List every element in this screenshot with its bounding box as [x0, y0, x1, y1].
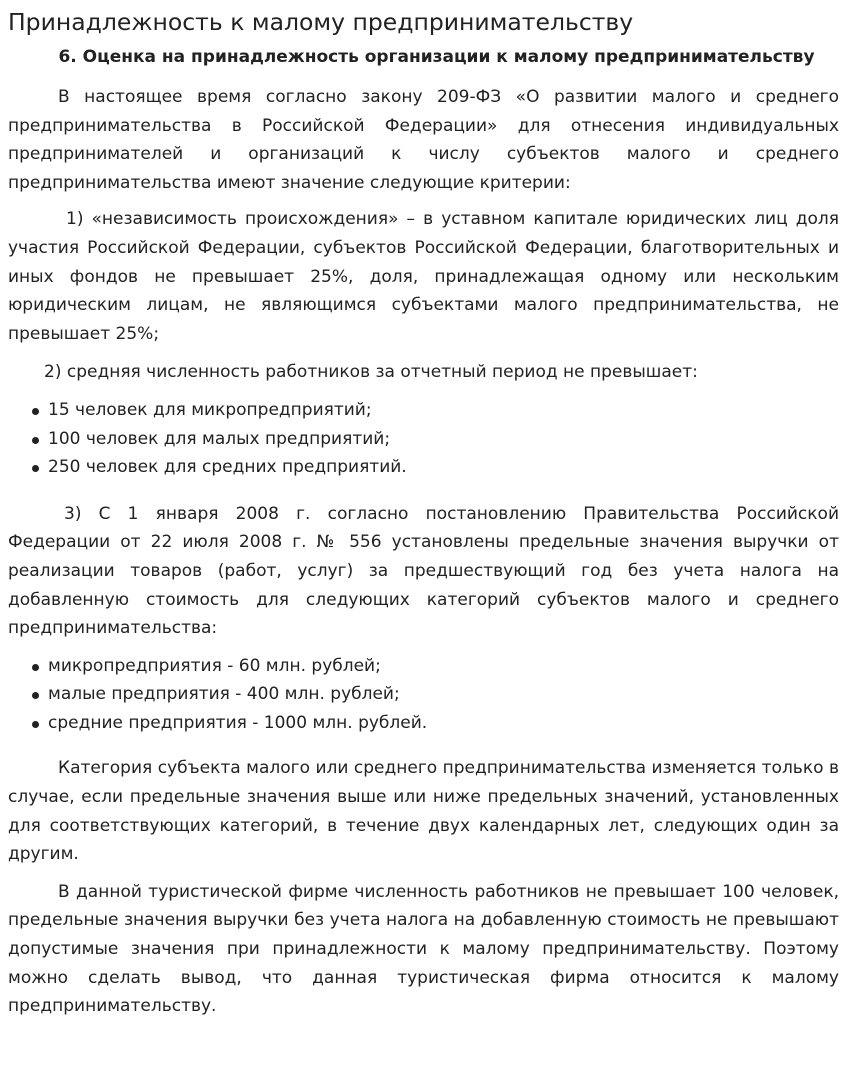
paragraph-criterion-3: 3) С 1 января 2008 г. согласно постановлению Правительства Российской Федерации от 22 июля 2008 г. № 556 установлены предельные значения выручки от реализации товаров (работ, услуг) за предшествующий год без учета налога на добавленную стоимость для следующих категорий субъектов малого и среднего предпринимательства: [8, 503, 839, 639]
section-title: 6. Оценка на принадлежность организации к малому предпринимательству [58, 47, 815, 67]
list-item: малые предприятия - 400 млн. рублей; [48, 680, 839, 709]
paragraph-category-change: Категория субъекта малого или среднего предпринимательства изменяется только в случае, если предельные значения выше или ниже предельных значений, установленных для соответствующих категорий, в течение двух календарных лет, следующих один за другим. [8, 758, 839, 865]
paragraph-criterion-2: 2) средняя численность работников за отчетный период не превышает: [44, 362, 698, 383]
paragraph-conclusion: В данной туристической фирме численность работников не превышает 100 человек, предельные значения выручки без учета налога на добавленную стоимость не превышают допустимые значения при принадлежности к малому предпринимательству. Поэтому можно сделать вывод, что данная туристическая фирма относится к малому предпринимательству. [8, 881, 839, 1017]
list-item: микропредприятия - 60 млн. рублей; [48, 652, 839, 681]
page-title: Принадлежность к малому предпринимательству [8, 8, 634, 36]
employee-limits-list [8, 396, 839, 482]
list-item: 250 человек для средних предприятий. [48, 453, 839, 482]
list-item: 100 человек для малых предприятий; [48, 425, 839, 454]
list-item: средние предприятия - 1000 млн. рублей. [48, 709, 839, 738]
list-item: 15 человек для микропредприятий; [48, 396, 839, 425]
document-page [0, 7, 847, 1021]
revenue-limits-list [8, 652, 839, 738]
paragraph-intro: В настоящее время согласно закону 209-ФЗ «О развитии малого и среднего предпринимательства в Российской Федерации» для отнесения индивидуальных предпринимателей и организаций к числу субъектов малого и среднего предпринимательства имеют значение следующие критерии: [8, 87, 839, 193]
paragraph-criterion-1: 1) «независимость происхождения» – в уставном капитале юридических лиц доля участия Российской Федерации, субъектов Российской Федерации, благотворительных и иных фондов не превышает 25%, доля, принадлежащая одному или нескольким юридическим лицам, не являющимся субъектами малого предпринимательства, не превышает 25%; [8, 209, 839, 344]
